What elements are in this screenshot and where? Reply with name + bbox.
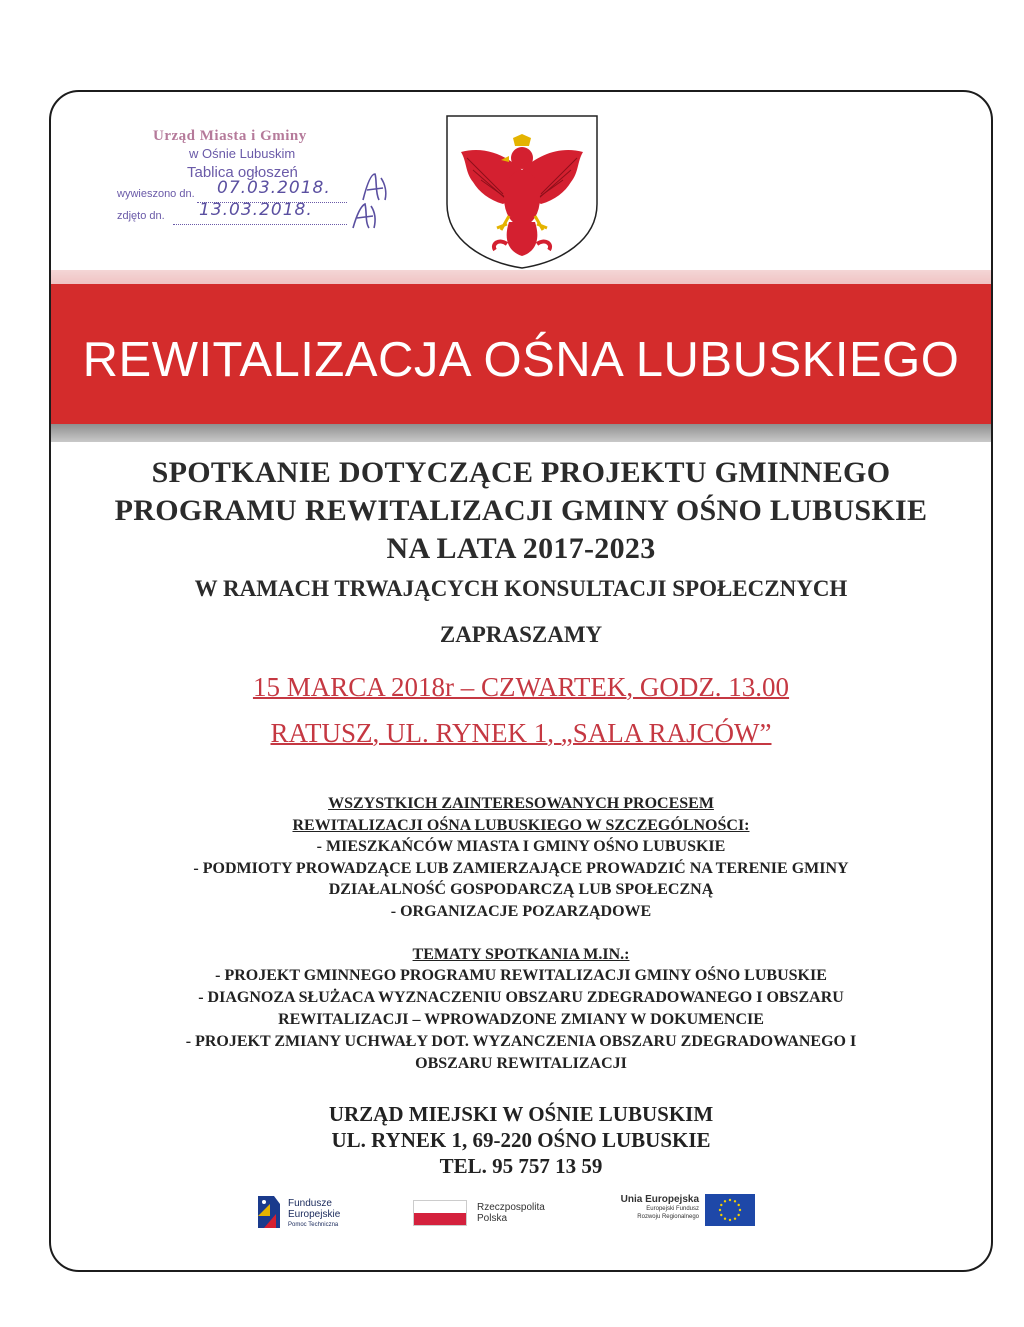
audience-title-line1: WSZYSTKICH ZAINTERESOWANYCH PROCESEM	[328, 795, 714, 812]
contact-address: UL. RYNEK 1, 69-220 OŚNO LUBUSKIE	[331, 1128, 711, 1152]
signature-icon-2	[349, 200, 379, 230]
banner-title: REWITALIZACJA OŚNA LUBUSKIEGO	[82, 333, 960, 387]
topics-title: TEMATY SPOTKANIA M.IN.:	[412, 946, 630, 963]
topic-item: - PROJEKT GMINNEGO PROGRAMU REWITALIZACJI GMINY OŚNO LUBUSKIE	[215, 967, 827, 984]
rp-line2: Polska	[477, 1213, 508, 1224]
stamp-posted-value: 07.03.2018.	[217, 178, 331, 198]
fundusze-europejskie-logo	[256, 1194, 341, 1235]
rp-line1: Rzeczpospolita	[477, 1202, 545, 1213]
audience-item: - ORGANIZACJE POZARZĄDOWE	[390, 903, 652, 920]
contact-office: URZĄD MIEJSKI W OŚNIE LUBUSKIM	[328, 1102, 714, 1126]
stamp-office: Urząd Miasta i Gminy	[153, 128, 307, 144]
event-date: 15 MARCA 2018r – CZWARTEK, GODZ. 13.00	[252, 672, 790, 702]
stamp-removed-label: zdjęto dn.	[117, 210, 165, 222]
fe-line2: Europejskie	[288, 1209, 341, 1220]
topic-item: REWITALIZACJI – WPROWADZONE ZMIANY W DOKUMENCIE	[278, 1011, 764, 1028]
poster-frame	[49, 90, 993, 1272]
audience-item: - MIESZKAŃCÓW MIASTA I GMINY OŚNO LUBUSKIE	[316, 838, 726, 855]
audience-title-line2: REWITALIZACJI OŚNA LUBUSKIEGO W SZCZEGÓLNOŚCI:	[292, 817, 750, 834]
heading-invite: ZAPRASZAMY	[439, 622, 603, 647]
fe-line3: Pomoc Techniczna	[288, 1222, 339, 1228]
topic-item: OBSZARU REWITALIZACJI	[415, 1055, 627, 1072]
heading-line3: NA LATA 2017-2023	[386, 532, 656, 565]
coat-of-arms-eagle-icon	[443, 112, 601, 270]
stamp-board: Tablica ogłoszeń	[187, 164, 298, 181]
heading-line1: SPOTKANIE DOTYCZĄCE PROJEKTU GMINNEGO	[151, 456, 891, 489]
stamp-place: w Ośnie Lubuskim	[189, 146, 296, 161]
audience-item: - PODMIOTY PROWADZĄCE LUB ZAMIERZAJĄCE PROWADZIĆ NA TERENIE GMINY	[193, 860, 849, 877]
fundusze-europejskie-logo-icon	[256, 1194, 282, 1230]
contact-phone: TEL. 95 757 13 59	[439, 1154, 603, 1178]
ue-line2: Europejski Fundusz	[646, 1206, 699, 1212]
topic-item: - PROJEKT ZMIANY UCHWAŁY DOT. WYZANCZENIA OBSZARU ZDEGRADOWANEGO I	[185, 1033, 857, 1050]
heading-line2: PROGRAMU REWITALIZACJI GMINY OŚNO LUBUSKIE	[114, 494, 928, 527]
audience-item: DZIAŁALNOŚĆ GOSPODARCZĄ LUB SPOŁECZNĄ	[328, 881, 714, 898]
stamp-posted-label: wywieszono dn.	[117, 188, 195, 200]
event-venue: RATUSZ, UL. RYNEK 1, „SALA RAJCÓW”	[270, 718, 772, 748]
topic-item: - DIAGNOZA SŁUŻACA WYZNACZENIU OBSZARU ZDEGRADOWANEGO I OBSZARU	[198, 989, 844, 1006]
ue-line1: Unia Europejska	[620, 1194, 699, 1205]
polish-flag-icon	[413, 1200, 467, 1226]
stamp-removed-value: 13.03.2018.	[199, 200, 313, 220]
title-banner	[51, 284, 991, 424]
office-stamp	[117, 128, 397, 238]
eu-flag-icon	[705, 1194, 755, 1226]
ue-line3: Rozwoju Regionalnego	[637, 1214, 699, 1220]
signature-icon	[357, 170, 391, 204]
funding-logos	[51, 1192, 991, 1242]
heading-subtitle: W RAMACH TRWAJĄCYCH KONSULTACJI SPOŁECZNYCH	[194, 576, 848, 601]
fe-line1: Fundusze	[288, 1198, 332, 1209]
